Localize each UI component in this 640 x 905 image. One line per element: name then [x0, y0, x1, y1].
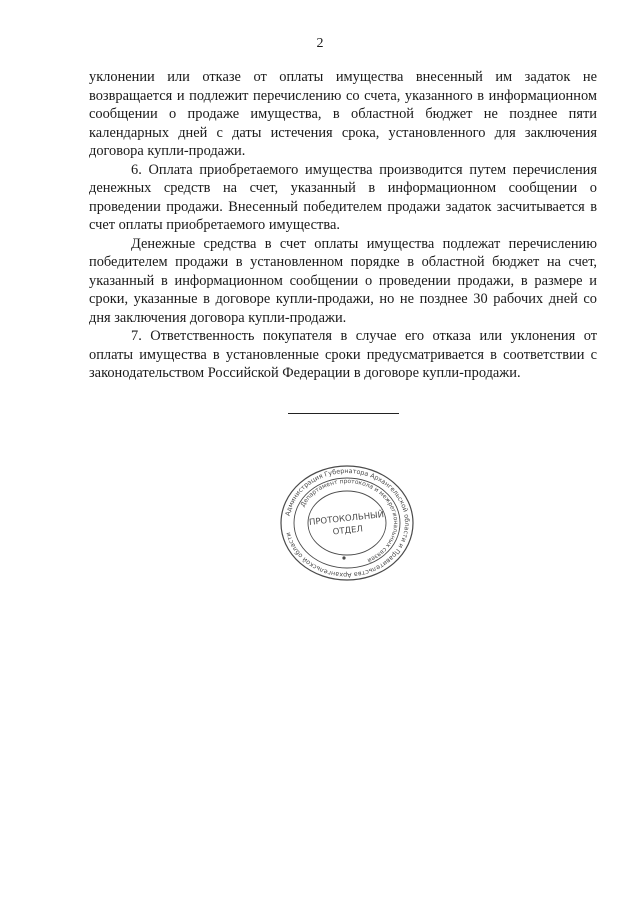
- stamp-center-line2: ОТДЕЛ: [332, 524, 364, 538]
- stamp-center-dot: [342, 556, 345, 559]
- stamp-seal: [278, 464, 416, 582]
- stamp-outer-text: Администрация Губернатора Архангельской области и Правительства Архангельской области: [283, 466, 412, 580]
- official-stamp: [278, 464, 416, 582]
- stamp-inner-text: Департамент протокола и межрегиональных связей: [299, 477, 400, 564]
- paragraph-continuation: уклонении или отказе от оплаты имущества внесенный им задаток не возвращается и подлежит перечислению со счета, указанного в информационном сообщении о продаже имущества, в областной бюджет не позднее пяти календарных дней с даты истечения срока, установленного для заключения договора купли-продажи.: [89, 69, 597, 159]
- paragraph-clause-7: 7. Ответственность покупателя в случае его отказа или уклонения от оплаты имущества в установленные сроки предусматривается в соответствии с законодательством Российской Федерации в договоре купли-продажи.: [89, 328, 597, 381]
- stamp-center-line1: ПРОТОКОЛЬНЫЙ: [308, 510, 385, 528]
- paragraph-clause-6: 6. Оплата приобретаемого имущества производится путем перечисления денежных средств на счет, указанный в информационном сообщении о проведении продажи. Внесенный победителем продажи задаток засчитывается в счет оплаты приобретаемого имущества.: [89, 161, 597, 233]
- document-body: [89, 68, 597, 383]
- page-number: 2: [316, 36, 324, 51]
- paragraph-payment-terms: Денежные средства в счет оплаты имущества подлежат перечислению победителем продажи в установленном порядке в областной бюджет на счет, указанный в информационном сообщении о проведении продажи, в размере и сроки, указанные в договоре купли-продажи, но не позднее 30 рабочих дней со дня заключения договора купли-продажи.: [89, 235, 597, 326]
- closing-divider-line: [288, 413, 399, 414]
